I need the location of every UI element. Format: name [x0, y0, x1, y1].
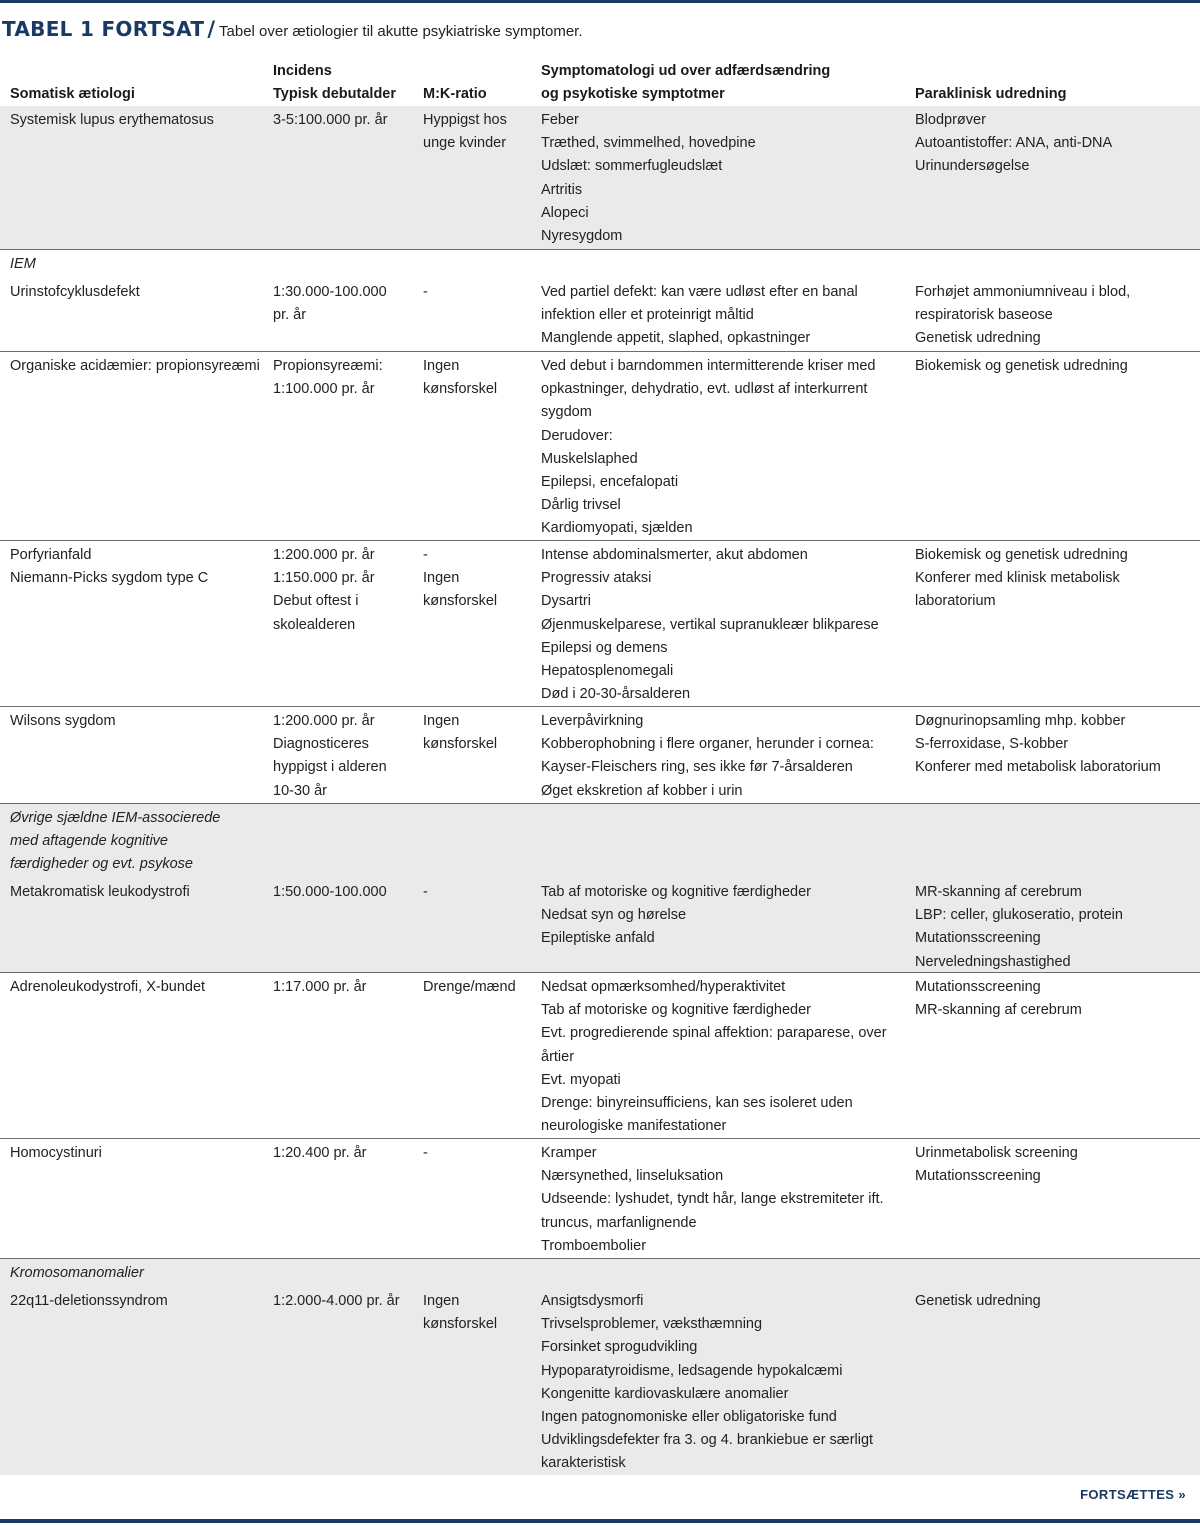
cell-line: Nerveledningshastighed [915, 953, 1071, 970]
cell-line: Udviklingsdefekter fra 3. og 4. brankiebue er særligt [541, 1432, 874, 1449]
symptoms-cell [541, 976, 887, 1138]
symptoms-cell [541, 710, 874, 803]
cell-line: Ingen [423, 358, 460, 374]
table-caption [2, 17, 583, 41]
table-section [0, 249, 1200, 352]
cell-line: Debut oftest i [273, 593, 359, 610]
table-header [0, 60, 1200, 106]
cell-line: - [423, 547, 428, 563]
symptoms-cell [541, 1290, 873, 1476]
cell-line: infektion eller et proteinrigt måltid [541, 307, 754, 324]
cell-line: opkastninger, dehydratio, evt. udløst af interkurrent [541, 381, 868, 398]
cell-line: 1:150.000 pr. år [273, 570, 375, 587]
cell-line: 1:30.000-100.000 [273, 284, 387, 300]
etiology-cell [10, 976, 205, 999]
cell-line: Biokemisk og genetisk udredning [915, 547, 1128, 563]
category-label [10, 253, 36, 276]
cell-line: Nedsat opmærksomhed/hyperaktivitet [541, 979, 786, 995]
cell-line: Blodprøver [915, 112, 986, 128]
cell-line: Kayser-Fleischers ring, ses ikke før 7-årsalderen [541, 759, 853, 776]
cell-line: skolealderen [273, 616, 356, 633]
cell-line: 1:100.000 pr. år [273, 381, 375, 398]
cell-line: S-ferroxidase, S-kobber [915, 736, 1069, 753]
cell-line: MR-skanning af cerebrum [915, 1002, 1082, 1019]
cell-line: Forsinket sprogudvikling [541, 1339, 698, 1356]
cell-line: 1:20.400 pr. år [273, 1145, 367, 1161]
cell-line: Drenge: binyreinsufficiens, kan ses isoleret uden [541, 1094, 853, 1111]
ratio-cell [423, 1290, 497, 1336]
cell-line: karakteristisk [541, 1455, 626, 1472]
ratio-cell [423, 544, 497, 614]
header-text: og psykotiske symptotmer [541, 86, 725, 102]
cell-line: Ved debut i barndommen intermitterende kriser med [541, 358, 876, 374]
cell-line: Træthed, svimmelhed, hovedpine [541, 135, 756, 152]
cell-line: 10-30 år [273, 782, 328, 799]
cell-line: Dårlig trivsel [541, 497, 621, 514]
symptoms-cell [541, 281, 858, 351]
cell-line: Drenge/mænd [423, 979, 516, 995]
cell-line: Udslæt: sommerfugleudslæt [541, 158, 723, 175]
category-label [10, 1262, 144, 1285]
table-section [0, 803, 1200, 973]
paraclinical-cell [915, 109, 1112, 179]
cell-line: Ved partiel defekt: kan være udløst efter en banal [541, 284, 858, 300]
cell-line: Konferer med klinisk metabolisk [915, 570, 1120, 587]
table-section [0, 972, 1200, 1139]
cell-line: Ingen [423, 570, 460, 587]
table-section [0, 1258, 1200, 1475]
etiology-cell [10, 544, 208, 590]
cell-line: Muskelslaphed [541, 450, 638, 467]
paraclinical-cell [915, 976, 1082, 1022]
symptoms-cell [541, 355, 875, 541]
incidence-cell [273, 109, 387, 132]
cell-line: Autoantistoffer: ANA, anti-DNA [915, 135, 1113, 152]
table-section [0, 351, 1200, 541]
caption-subtitle: Tabel over ætiologier til akutte psykiatriske symptomer. [219, 23, 583, 40]
cell-line: Kongenitte kardiovaskulære anomalier [541, 1385, 789, 1402]
caption-slash: / [207, 17, 216, 41]
header-text: Typisk debutalder [273, 86, 397, 102]
cell-line: Nedsat syn og hørelse [541, 907, 687, 924]
header-col-etiology [10, 83, 135, 106]
cell-line: Wilsons sygdom [10, 713, 116, 729]
symptoms-cell [541, 1142, 884, 1258]
table-section [0, 106, 1200, 249]
incidence-cell [273, 881, 387, 904]
ratio-cell [423, 710, 497, 756]
cell-line: Organiske acidæmier: propionsyreæmi [10, 358, 260, 374]
etiology-cell [10, 355, 260, 378]
continues-label [1080, 1487, 1186, 1502]
cell-line: 22q11-deletionssyndrom [10, 1293, 168, 1309]
cell-line: Tab af motoriske og kognitive færdigheder [541, 884, 812, 900]
cell-line: Epilepsi og demens [541, 639, 668, 656]
top-rule [0, 0, 1200, 3]
cell-line: Nyresygdom [541, 227, 623, 244]
cell-line: Genetisk udredning [915, 330, 1041, 347]
incidence-cell [273, 1290, 400, 1313]
category-text: Øvrige sjældne IEM-associerede [10, 810, 221, 826]
cell-line: Niemann-Picks sygdom type C [10, 570, 209, 587]
cell-line: Tromboembolier [541, 1237, 647, 1254]
cell-line: - [423, 1145, 428, 1161]
cell-line: Ingen [423, 713, 460, 729]
ratio-cell [423, 355, 497, 401]
cell-line: Diagnosticeres [273, 736, 369, 753]
caption-title: TABEL 1 FORTSAT [2, 17, 205, 41]
cell-line: truncus, marfanlignende [541, 1214, 697, 1231]
cell-line: Død i 20-30-årsalderen [541, 686, 691, 703]
symptoms-cell [541, 881, 811, 951]
ratio-cell [423, 976, 516, 999]
cell-line: hyppigst i alderen [273, 759, 387, 776]
cell-line: årtier [541, 1048, 575, 1065]
cell-line: LBP: celler, glukoseratio, protein [915, 907, 1123, 924]
cell-line: Udseende: lyshudet, tyndt hår, lange ekstremiteter ift. [541, 1191, 884, 1208]
cell-line: Trivselsproblemer, væksthæmning [541, 1316, 763, 1333]
cell-line: Urinstofcyklusdefekt [10, 284, 140, 300]
paraclinical-cell [915, 544, 1128, 614]
bottom-rule [0, 1519, 1200, 1523]
cell-line: Øget ekskretion af kobber i urin [541, 782, 743, 799]
cell-line: Konferer med metabolisk laboratorium [915, 759, 1161, 776]
double-chevron-right-icon: » [1178, 1487, 1186, 1502]
cell-line: Nærsynethed, linseluksation [541, 1168, 724, 1185]
cell-line: Urinundersøgelse [915, 158, 1030, 175]
cell-line: Propionsyreæmi: [273, 358, 383, 374]
category-text: med aftagende kognitive [10, 833, 168, 850]
cell-line: sygdom [541, 404, 592, 421]
cell-line: Hepatosplenomegali [541, 662, 674, 679]
cell-line: Hypoparatyroidisme, ledsagende hypokalcæmi [541, 1362, 843, 1379]
header-text: Paraklinisk udredning [915, 86, 1067, 102]
header-col-symptoms [541, 60, 830, 106]
paraclinical-cell [915, 355, 1128, 378]
paraclinical-cell [915, 1290, 1041, 1313]
ratio-cell [423, 1142, 428, 1165]
cell-line: Porfyrianfald [10, 547, 92, 563]
cell-line: laboratorium [915, 593, 996, 610]
cell-line: Derudover: [541, 427, 613, 444]
incidence-cell [273, 355, 383, 401]
cell-line: Døgnurinopsamling mhp. kobber [915, 713, 1126, 729]
cell-line: Evt. progredierende spinal affektion: paraparese, over [541, 1025, 887, 1042]
incidence-cell [273, 544, 375, 637]
header-col-incidence [273, 60, 396, 106]
symptoms-cell [541, 109, 756, 248]
cell-line: Homocystinuri [10, 1145, 102, 1161]
header-col-paraclinical [915, 83, 1067, 106]
cell-line: Alopeci [541, 204, 589, 221]
cell-line: Tab af motoriske og kognitive færdigheder [541, 1002, 812, 1019]
cell-line: - [423, 284, 428, 300]
cell-line: Ingen patognomoniske eller obligatoriske fund [541, 1408, 837, 1425]
cell-line: unge kvinder [423, 135, 507, 152]
incidence-cell [273, 710, 387, 803]
cell-line: Kramper [541, 1145, 597, 1161]
cell-line: kønsforskel [423, 381, 498, 398]
cell-line: - [423, 884, 428, 900]
category-label [10, 807, 220, 877]
cell-line: neurologiske manifestationer [541, 1118, 727, 1135]
cell-line: Biokemisk og genetisk udredning [915, 358, 1128, 374]
cell-line: Kobberophobning i flere organer, herunder i cornea: [541, 736, 874, 753]
etiology-cell [10, 281, 140, 304]
ratio-cell [423, 281, 428, 304]
paraclinical-cell [915, 710, 1161, 780]
category-text: Kromosomanomalier [10, 1265, 144, 1281]
cell-line: Urinmetabolisk screening [915, 1145, 1078, 1161]
paraclinical-cell [915, 281, 1130, 351]
etiology-cell [10, 1142, 102, 1165]
header-text: M:K-ratio [423, 86, 487, 102]
cell-line: 1:200.000 pr. år [273, 547, 375, 563]
etiology-cell [10, 710, 116, 733]
cell-line: Epilepsi, encefalopati [541, 473, 679, 490]
cell-line: Intense abdominalsmerter, akut abdomen [541, 547, 808, 563]
cell-line: Hyppigst hos [423, 112, 507, 128]
cell-line: Leverpåvirkning [541, 713, 644, 729]
cell-line: kønsforskel [423, 593, 498, 610]
cell-line: Artritis [541, 181, 583, 198]
cell-line: Evt. myopati [541, 1071, 621, 1088]
cell-line: Manglende appetit, slaphed, opkastninger [541, 330, 811, 347]
cell-line: 1:17.000 pr. år [273, 979, 367, 995]
header-text: Symptomatologi ud over adfærdsændring [541, 63, 831, 79]
etiology-cell [10, 881, 190, 904]
ratio-cell [423, 881, 428, 904]
cell-line: kønsforskel [423, 1316, 498, 1333]
cell-line: Epileptiske anfald [541, 930, 655, 947]
cell-line: Ingen [423, 1293, 460, 1309]
incidence-cell [273, 281, 387, 327]
cell-line: Dysartri [541, 593, 591, 610]
symptoms-cell [541, 544, 879, 706]
table-section [0, 1138, 1200, 1259]
paraclinical-cell [915, 881, 1123, 974]
table-section [0, 706, 1200, 804]
paraclinical-cell [915, 1142, 1078, 1188]
cell-line: Systemisk lupus erythematosus [10, 112, 214, 128]
cell-line: Mutationsscreening [915, 979, 1041, 995]
cell-line: Metakromatisk leukodystrofi [10, 884, 190, 900]
incidence-cell [273, 976, 367, 999]
category-text: IEM [10, 256, 36, 272]
table-section [0, 540, 1200, 707]
cell-line: pr. år [273, 307, 307, 324]
header-col-ratio [423, 83, 487, 106]
cell-line: Adrenoleukodystrofi, X-bundet [10, 979, 206, 995]
cell-line: MR-skanning af cerebrum [915, 884, 1082, 900]
cell-line: 1:50.000-100.000 [273, 884, 387, 900]
ratio-cell [423, 109, 507, 155]
continues-text: FORTSÆTTES [1080, 1487, 1175, 1502]
cell-line: Genetisk udredning [915, 1293, 1041, 1309]
cell-line: respiratorisk baseose [915, 307, 1053, 324]
etiology-cell [10, 1290, 168, 1313]
cell-line: 1:2.000-4.000 pr. år [273, 1293, 400, 1309]
cell-line: 1:200.000 pr. år [273, 713, 375, 729]
cell-line: Feber [541, 112, 579, 128]
cell-line: Mutationsscreening [915, 930, 1041, 947]
category-text: færdigheder og evt. psykose [10, 856, 193, 873]
header-text: Incidens [273, 63, 332, 79]
cell-line: 3-5:100.000 pr. år [273, 112, 388, 128]
cell-line: Kardiomyopati, sjælden [541, 520, 693, 537]
cell-line: kønsforskel [423, 736, 498, 753]
cell-line: Øjenmuskelparese, vertikal supranukleær blikparese [541, 616, 879, 633]
cell-line: Forhøjet ammoniumniveau i blod, [915, 284, 1131, 300]
cell-line: Mutationsscreening [915, 1168, 1041, 1185]
cell-line: Progressiv ataksi [541, 570, 652, 587]
incidence-cell [273, 1142, 367, 1165]
etiology-cell [10, 109, 214, 132]
header-text: Somatisk ætiologi [10, 86, 135, 102]
cell-line: Ansigtsdysmorfi [541, 1293, 644, 1309]
